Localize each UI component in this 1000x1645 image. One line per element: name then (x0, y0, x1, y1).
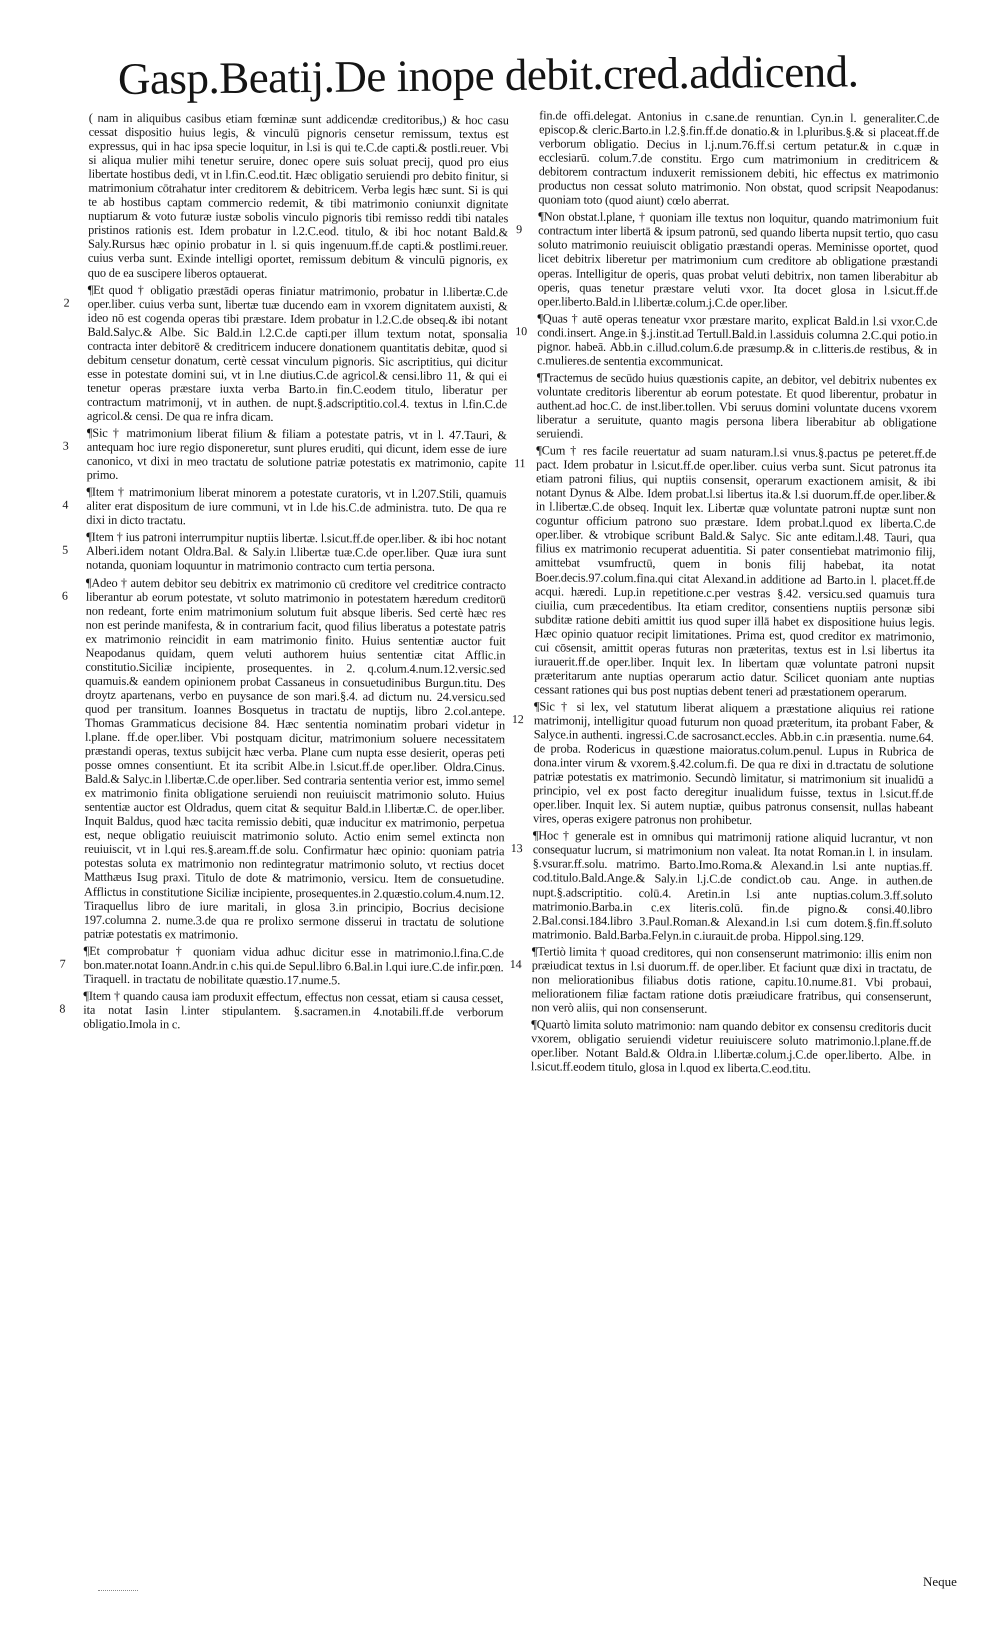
paragraph-text: ¶Et comprobatur † quoniam vidua adhuc dicitur esse in matrimonio.l.fina.C.de bon.mater.notat Ioann.Andr.in c.his qui.de Sepul.libro 6.Bal.in l.qui iure.C.de infir.pœn. Tiraquell. in tractatu de nobilitate quæstio.17.nume.5. (83, 943, 504, 988)
right-paragraph (538, 108, 939, 210)
left-paragraph (62, 425, 507, 485)
margin-number: 8 (59, 1001, 66, 1016)
paragraph-text: fin.de offi.delegat. Antonius in c.sane.de renuntian. Cyn.in l. generaliter.C.de episcop.& cleric.Barto.in l.2.§.fin.ff.de donatio.& in l.pluribus.§.& si placeat.ff.de verborum obligatio. Decius in l.j.num.76.ff.si certum petatur.& in c.quæ in ecclesiarū. colum.7.de constitu. Ergo cum matrimonium in creditricem & debitorem contractum induxerit remissionem debiti, hic effectus ex matrimonio productus non cessat soluto matrimonio. Non obstat, quod scripsit Neapodanus: quoniam toto (quod aiunt) cœlo aberrat. (538, 108, 940, 209)
running-head: Gasp.Beatij.De inope debit.cred.addicend. (117, 46, 859, 104)
margin-number: 4 (62, 497, 69, 512)
ink-smudge (98, 1582, 138, 1591)
paragraph-text: ¶Sic † matrimonium liberat filium & filiam a potestate patris, vt in l. 47.Tauri, & antequam hoc iure regio disponeretur, sunt plures eruditi, qui dicunt, idem esse de iure canonico, vt dixi in meo tractatu de solutione patriæ potestatis ex matrimonio, capite primo. (86, 425, 507, 483)
catchword: Neque (923, 1574, 957, 1589)
right-paragraph (514, 443, 937, 700)
margin-number: 7 (59, 956, 66, 971)
paragraph-text: ¶Adeo † autem debitor seu debitrix ex matrimonio cū creditore vel creditrice contracto liberantur ab eorum potestate, vt soluto matrimonio in potestatem hæredum creditorū non redeant, forte enim matrimonium solutum fuit absque liberis. Sed certè hæc res non est perinde manifesta, & in contrarium facit, quod filius liberatus a potestate patris ex matrimonio reincidit in eam matrimonio finito. Huius sententiæ auctor fuit Neapodanus quidam, quem veluti authorem huius sententiæ citat Afflic.in constitutio.Siciliæ incipiente, prosequentes. in 2. q.colum.4.num.12.versic.sed quamuis.& eandem opinionem probat Cassaneus in consuetudinibus Burgun.titu. Des droytz apartenans, verbo en puysance de son mari.§.4. ad dictum nu. 24.versicu.sed quod per transitum. Ioannes Bosquetus in tractatu de nuptijs, libro 2.col.antepe. Thomas Grammaticus decisione 84. Hæc sententia nominatim probari videtur in l.plane. ff.de oper.liber. Vbi postquam dicitur, matrimonium soluere necessitatem præstandi operas, textus subijcit hæc verba. Plane cum nupta esse desierit, operas peti posse omnes consentiunt. Et ita scribit Albe.in l.sicut.ff.de oper.liber. Oldra.Cinus. Bald.& Salyc.in l.libertæ.C.de oper.liber. Sed contraria sententia verior est, immo semel ex matrimonio finita obligatione seruiendi non reuiuiscit matrimonio soluto. Huius sententiæ auctor est Oldradus, quem citat & sequitur Bald.in l.libertæ.C. de oper.liber. Inquit Baldus, quod hæc tacita remissio debiti, quæ inducitur ex matrimonio, perpetua est, neque obligatio reuiuiscit matrimonio soluto. Actio enim semel extincta non reuiuiscit, vt in l.qui res.§.aream.ff.de solu. Confirmatur hæc opinio: quoniam patria potestas soluta ex matrimonio non redintegratur matrimonio soluto, vt rectius docet Matthæus Isug praxi. Titulo de dote & matrimonio, versicu. Item de consuetudine. Afflictus in constitutione Siciliæ incipiente, prosequentes.in 2.quæstio.colum.4.num.12. Tiraquellus libro de iure maritali, in glosa 3.in principio, Bocrius decisione 197.columna 2. nume.3.de qua re prolixo sermone disserui in tractatu de solutione patriæ potestatis ex matrimonio. (83, 575, 506, 942)
right-paragraph (509, 943, 932, 1018)
left-paragraph (59, 943, 504, 988)
margin-number: 14 (509, 956, 522, 971)
margin-number: 12 (511, 711, 524, 727)
left-paragraph (61, 575, 506, 943)
left-paragraph (63, 282, 508, 425)
paragraph-text: ¶Item † ius patroni interrumpitur nuptiis libertæ. l.sicut.ff.de oper.liber. & ibi hoc notant Alberi.idem notant Oldra.Bal. & Saly.in l.libertæ tuæ.C.de oper.liber. Quæ iura sunt notanda, quoniam loquuntur in matrimonio contracto cum tertia persona. (86, 530, 507, 575)
paragraph-text: ¶Quas † autē operas teneatur vxor præstare marito, explicat Bald.in l.si vxor.C.de condi.insert. Ange.in §.j.instit.ad Tertull.Bald.in l.assiduis columna 2.C.qui potio.in pignor. habeā. Abb.in c.illud.colum.6.de præsump.& in c.litteris.de restibus, & in c.mulieres.de sententia excommunicat. (536, 310, 938, 369)
margin-number: 11 (514, 456, 526, 471)
margin-number: 3 (62, 438, 69, 453)
left-column (59, 110, 509, 1037)
left-paragraph (88, 111, 509, 282)
paragraph-text: ¶Et quod † obligatio præstādi operas finiatur matrimonio, probatur in l.libertæ.C.de oper.liber. cuius verba sunt, libertæ tuæ ducendo eam in vxorem dignitatem auxisti, & ideo nō est cogenda operas tibi præstare. Idem probatur in l.2.C.de obseq.& ibi notant Bald.Salyc.& Albe. Sic Bald.in l.2.C.de capti.per illum textum notat, sponsalia contracta inter debitorē & creditricem inducere donationem quantitatis debitæ, quod si debitum censetur donatum, certè cessat vinculum pignoris. Sic ascriptitius, qui dicitur esse in potestate domini sui, vt in l.ne diutius.C.de agricol.& censi.libro 11, & qui ei tenetur operas præstare iuxta verba Barto.in fin.C.eodem titulo, liberatur per contractum matrimonij, vt in authen. de nupt.§.adscriptitio.col.4. textus in l.fin.C.de agricol.& censi. De qua re infra dicam. (86, 282, 508, 424)
paragraph-text: ¶Quartò limita soluto matrimonio: nam quando debitor ex consensu creditoris ducit vxorem, obligatio seruiendi videtur reuiuiscere soluto matrimonio.l.plane.ff.de oper.liber. Notant Bald.& Oldra.in l.libertæ.colum.j.C.de oper.liberto. Albe. in l.sicut.ff.eodem titulo, glosa in l.quod ex liberta.C.eod.titu. (530, 1017, 932, 1076)
margin-number: 9 (516, 222, 523, 237)
paragraph-text: ¶Cum † res facile reuertatur ad suam naturam.l.si vnus.§.pactus pe peteret.ff.de pact. Idem probatur in l.sicut.ff.de oper.liber. cuius verba sunt. Sicut patronus ita etiam patroni filius, qui nuptiis consensit, operarum exactionem amisit, & ibi notant Dynus & Albe. Idem probat.l.si libertus ita.& l.si duorum.ff.de oper.liber.& in l.libertæ.C.de obseq. Inquit lex. Libertæ quæ voluntate patroni nuptæ sunt non coguntur officium patrono suo præstare. Idem probat.l.quod ex liberta.C.de oper.liber. & vtrobique scribunt Bald.& Salyc. Sic ante editam.l.48. Tauri, qua filius ex matrimonio recuperat aduentitia. Si pater consentiebat matrimonio filij, amittebat vsumfructū, quem in bonis filij habebat, ita notat Boer.decis.97.colum.fina.qui citat Alexand.in additione ad Barto.in l. placet.ff.de acqui. hæredi. Lup.in repetitione.c.per vestras §.42. versicu.sed quamuis tura ciuilia, cum præcedentibus. Ita etiam creditor, consentiens nuptiis personæ sibi subditæ ratione debiti amittit ius quod super illā habet ex dispositione huius legis. Hæc opinio quatuor recipit limitationes. Prima est, quod creditor ex matrimonio, cui cōsensit, amittit operas futuras non præteritas, textus est in l.si libertus ita iurauerit.ff.de oper.liber. Inquit lex. In libertam quæ voluntate patroni nupsit præteritarum ante nuptias operarum actio datur. Scilicet quoniam ante nuptias cessant rationes qui bus post nuptias debent teneri ad præstationem operarum. (534, 443, 937, 700)
right-column (509, 108, 940, 1080)
paragraph-text: ¶Sic † si lex, vel statutum liberat aliquem a præstatione aliquius rei ratione matrimonij, intelligitur quoad futurum non quoad præteritum, ita probant Faber, & Salyce.in authenti. ingressi.C.de sacrosanct.eccles. Abb.in c.in præsentia. nume.64. de proba. Rodericus in quæstione maioratus.colum.penul. Lupus in Rubrica de dona.inter virum & vxorem.§.42.colum.fi. De qua re dixi in d.tractatu de solutione patriæ potestatis ex matrimonio. Secundò limitatur, si matrimonium sit inualidū a principio, vel ex post facto deregitur inualidum fuisse, textus in l.sicut.ff.de oper.liber. Inquit lex. Si autem nuptiæ, quibus patronus consensit, nullas habeant vires, operas exigere patronus non prohibetur. (532, 699, 935, 828)
paragraph-text: ¶Tractemus de secūdo huius quæstionis capite, an debitor, vel debitrix nubentes ex voluntate creditoris liberentur ab eorum potestate. Et quod liberentur, probatur in authent.ad hoc.C. de inst.liber.tollen. Vbi seruus domini voluntate ducens vxorem liberatur a seruitute, quanto magis persona libera liberabitur ab obligatione seruiendi. (536, 370, 937, 441)
paragraph-text: ¶Item † matrimonium liberat minorem a potestate curatoris, vt in l.207.Stili, quamuis aliter erat dispositum de iure communi, vt in l.de his.C.de administra. tuto. De qua re dixi in dicto tractatu. (86, 484, 507, 528)
paragraph-text: ( nam in aliquibus casibus etiam fœminæ sunt addicendæ creditoribus,) & hoc casu cessat dispositio huius legis, & vinculū pignoris censetur remissum, textus est expressus, qui in hac ipsa specie loquitur, in l.si is qui te.C.de capti.& postli.reuer. Vbi si aliqua mulier mihi tenetur seruire, donec opere suis soluat precij, quod pro eius libertate hostibus dedi, vt in l.fin.C.eod.tit. Hæc obligatio seruiendi pro debito finitur, si matrimonium cōtrahatur inter creditorem & debitricem. Verba legis hæc sunt. Si is qui te ab hostibus captam commercio redemit, & tibi matrimonio coniunxit dignitate nuptiarum & voto futuræ iustæ sobolis vinculo pignoris tibi remisso reddi tibi natales pristinos rationis est. Idem probatur in l.2.C.eod. titulo, & ibi hoc notant Bald.& Saly.Rursus hæc opinio probatur in l. si quis ingenuum.ff.de capti.& postlimi.reuer. cuius verba sunt. Exinde intelligi oportet, remissum debitum & vinculū pignoris, ex quo de ea suscipere liberos optauerat. (87, 110, 509, 281)
margin-number: 10 (515, 323, 528, 338)
left-paragraph (62, 484, 507, 530)
left-paragraph (59, 988, 504, 1034)
paragraph-text: ¶Item † quando causa iam produxit effectum, effectus non cessat, etiam si causa cesset, ita notat Iasin l.inter stipulantem. §.sacramen.in 4.notabili.ff.de verborum obligatio.Imola in c. (83, 988, 504, 1032)
paragraph-text: ¶Non obstat.l.plane, † quoniam ille textus non loquitur, quando matrimonium fuit contractum inter libertā & ipsum patronū, sed quando liberta nupsit tertio, quo casu soluto matrimonio reuiuiscit obligatio præstandi operas. Meminisse oportet, quod licet debitrix liberetur per matrimonium cum creditore ab obligatione præstandi operas. Intelligitur de operis, quas probat veluti debitrix, non tamen liberabitur ab operis, quas tenetur præstare veluti vxor. Ita docet glosa in l.sicut.ff.de oper.liberto.Bald.in l.libertæ.colum.j.C.de oper.liber. (537, 209, 939, 311)
right-paragraph (516, 209, 939, 312)
right-paragraph (515, 310, 938, 371)
right-paragraph (531, 1017, 931, 1077)
right-paragraph (511, 699, 935, 829)
paragraph-text: ¶Tertiò limita † quoad creditores, qui non consenserunt matrimonio: illis enim non præiudicat textus in l.si duorum.ff. de oper.liber. Et faciunt quæ dixi in tractatu, de non meliorationibus filiabus dotis ratione, capitu.10.nume.81. Vbi probaui, meliorationem filiæ factam ratione dotis præiudicare fratribus, qui consenserunt, non verò aliis, qui non consenserunt. (531, 943, 932, 1016)
paragraph-text: ¶Hoc † generale est in omnibus qui matrimonij ratione aliquid lucrantur, vt non consequatur lucrum, si matrimonium non valeat. Ita notat Roman.in l. in insulam. §.vsurar.ff.solu. matrimo. Barto.Imo.Roma.& Alexand.in l.si ante nuptias.ff. cod.titulo.Bald.Ange.& Saly.in l.j.C.de condict.ob cau. Ange. in authen.de nupt.§.adscriptitio. colū.4. Aretin.in l.si ante nuptias.colum.3.ff.soluto matrimonio.Barba.in c.ex literis.colū. fin.de pigno.& consi.40.libro 2.Bal.consi.184.libro 3.Paul.Roman.& Alexand.in l.si cum dotem.§.fin.ff.soluto matrimonio. Bald.Barba.Felyn.in c.iurauit.de proba. Hippol.sing.129. (531, 828, 933, 944)
left-paragraph (62, 530, 507, 575)
margin-number: 6 (61, 588, 68, 603)
right-paragraph (536, 370, 937, 444)
right-paragraph (510, 828, 933, 945)
margin-number: 5 (62, 542, 69, 557)
margin-number: 2 (63, 295, 70, 310)
margin-number: 13 (510, 841, 523, 856)
